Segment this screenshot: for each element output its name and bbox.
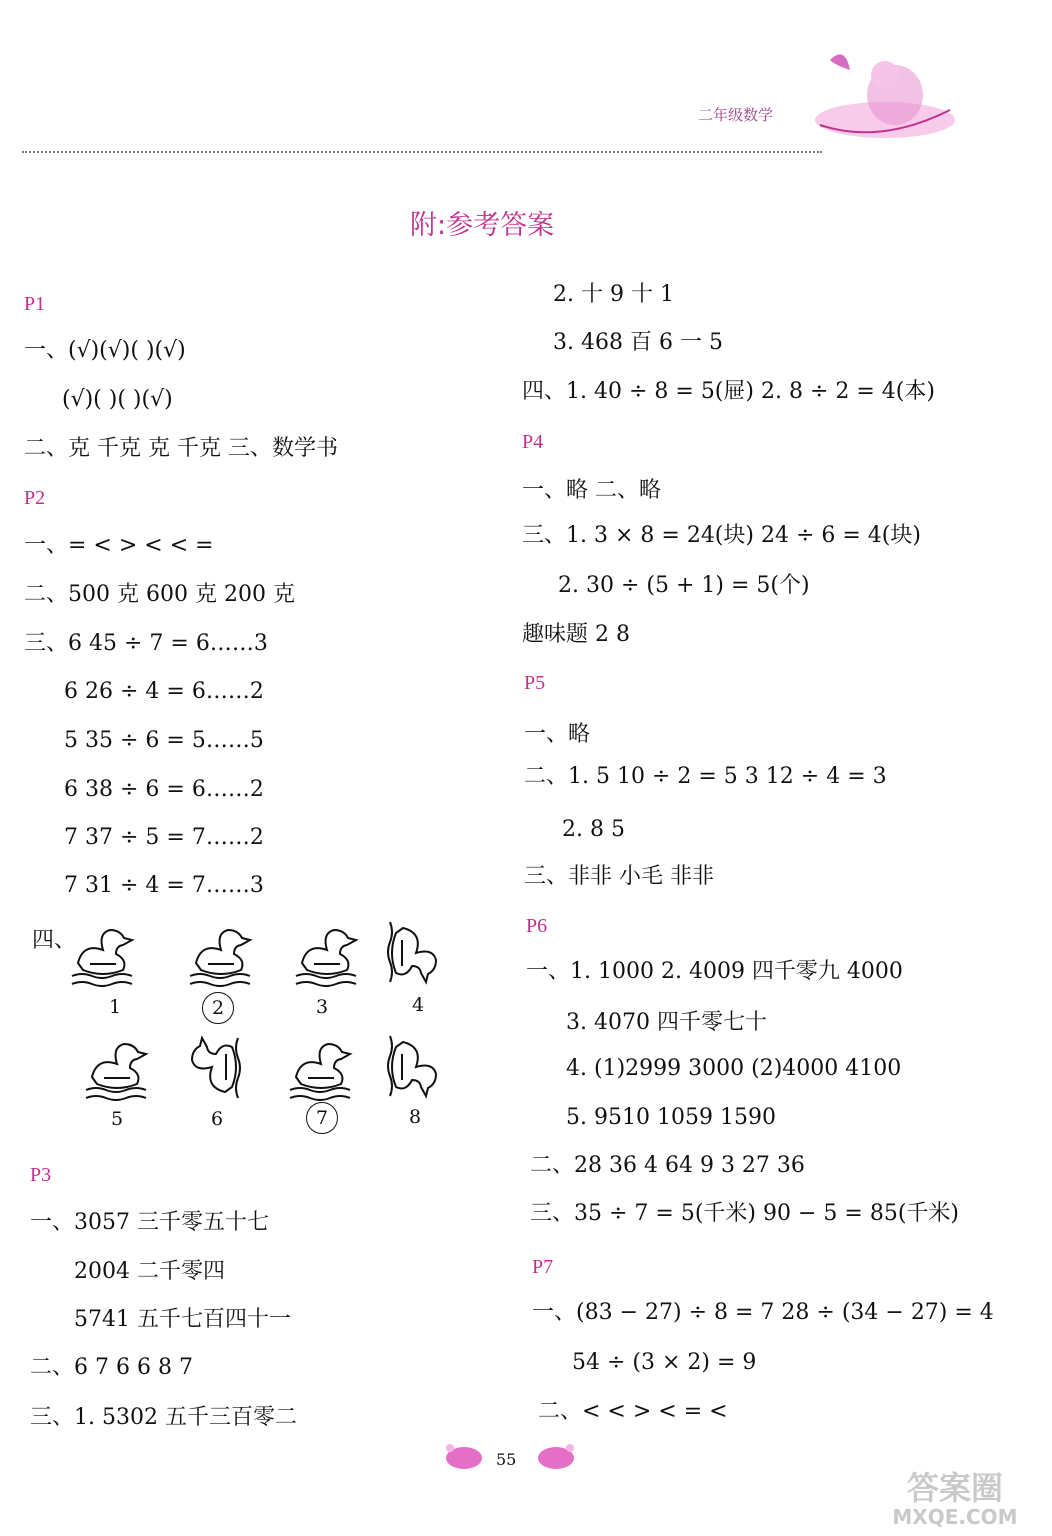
page-title: 附:参考答案: [410, 210, 555, 241]
answer-line: 一、(83 − 27) ÷ 8 = 7 28 ÷ (34 − 27) = 4: [532, 1300, 994, 1325]
answer-line: 4. (1)2999 3000 (2)4000 4100: [566, 1056, 902, 1081]
answer-line: 7 31 ÷ 4 = 7……3: [64, 873, 264, 898]
answer-line: 三、1. 3 × 8 = 24(块) 24 ÷ 6 = 4(块): [522, 523, 921, 548]
watermark-logo-text: 答案圈: [906, 1469, 1003, 1507]
answer-line: 一、(√)(√)( )(√): [24, 338, 186, 363]
header-subtitle: 二年级数学: [698, 106, 774, 124]
section-label: P3: [30, 1164, 52, 1186]
page-number: 55: [496, 1450, 517, 1469]
duck-figure: [82, 1032, 152, 1102]
section-label: 四、: [32, 928, 77, 953]
answer-line: 5. 9510 1059 1590: [566, 1105, 776, 1130]
answer-line: 2004 二千零四: [74, 1259, 225, 1284]
duck-figure: [286, 1032, 356, 1102]
answer-line: 趣味题 2 8: [522, 622, 630, 647]
answer-line: 3. 468 百 6 一 5: [553, 330, 723, 355]
answer-line: 三、35 ÷ 7 = 5(千米) 90 − 5 = 85(千米): [530, 1201, 959, 1226]
answer-line: 6 38 ÷ 6 = 6……2: [64, 777, 264, 802]
answer-line: 一、3057 三千零五十七: [30, 1210, 269, 1235]
duck-figure: [292, 918, 362, 988]
duck-number: 5: [110, 1108, 124, 1130]
section-label: P5: [524, 672, 546, 694]
answer-line: 三、1. 5302 五千三百零二: [30, 1405, 297, 1430]
section-label: P6: [526, 915, 548, 937]
answer-line: 2. 30 ÷ (5 + 1) = 5(个): [558, 573, 810, 598]
duck-number: 3: [315, 996, 329, 1018]
answer-line: 7 37 ÷ 5 = 7……2: [64, 825, 264, 850]
answer-line: 2. 十 9 十 1: [553, 282, 674, 307]
answer-line: 一、= < > < < =: [24, 533, 214, 558]
answer-line: 二、< < > < = <: [538, 1399, 728, 1424]
duck-number: 1: [108, 996, 122, 1018]
header-decoration: [790, 40, 960, 150]
duck-number-circled: 2: [202, 992, 234, 1024]
section-label: P1: [24, 293, 46, 315]
answer-line: 5741 五千七百四十一: [74, 1307, 291, 1332]
answer-line: 二、克 千克 克 千克 三、数学书: [24, 436, 338, 461]
header-divider: [22, 151, 822, 153]
answer-line: 一、1. 1000 2. 4009 四千零九 4000: [526, 959, 903, 984]
answer-line: 三、6 45 ÷ 7 = 6……3: [24, 631, 268, 656]
answer-line: 一、略: [524, 722, 591, 747]
answer-line: 三、非非 小毛 非非: [524, 864, 714, 889]
duck-figure: [68, 918, 138, 988]
duck-figure-rotated: [378, 918, 448, 988]
watermark: [870, 1470, 1040, 1530]
duck-figure-rotated: [180, 1032, 250, 1102]
answer-line: 二、28 36 4 64 9 3 27 36: [530, 1153, 805, 1178]
section-label: P2: [24, 487, 46, 509]
duck-number: 6: [210, 1108, 224, 1130]
answer-line: (√)( )( )(√): [62, 387, 173, 412]
section-label: P7: [532, 1256, 554, 1278]
answer-line: 四、1. 40 ÷ 8 = 5(屉) 2. 8 ÷ 2 = 4(本): [522, 379, 935, 404]
duck-number: 8: [408, 1106, 422, 1128]
duck-figure-rotated: [378, 1032, 448, 1102]
footer-ornament-left-icon: [440, 1438, 488, 1472]
answer-line: 二、500 克 600 克 200 克: [24, 582, 295, 607]
answer-line: 5 35 ÷ 6 = 5……5: [64, 728, 264, 753]
answer-line: 54 ÷ (3 × 2) = 9: [572, 1350, 757, 1375]
answer-line: 6 26 ÷ 4 = 6……2: [64, 679, 264, 704]
answer-line: 2. 8 5: [562, 817, 625, 842]
answer-line: 一、略 二、略: [522, 478, 661, 503]
watermark-url: MXQE.COM: [892, 1505, 1018, 1529]
answer-line: 二、1. 5 10 ÷ 2 = 5 3 12 ÷ 4 = 3: [524, 764, 887, 789]
footer-ornament-right-icon: [532, 1438, 580, 1472]
answer-line: 二、6 7 6 6 8 7: [30, 1355, 193, 1380]
duck-figure: [186, 918, 256, 988]
section-label: P4: [522, 431, 544, 453]
duck-number: 4: [411, 994, 425, 1016]
answer-line: 3. 4070 四千零七十: [566, 1010, 767, 1035]
duck-number-circled: 7: [306, 1102, 338, 1134]
